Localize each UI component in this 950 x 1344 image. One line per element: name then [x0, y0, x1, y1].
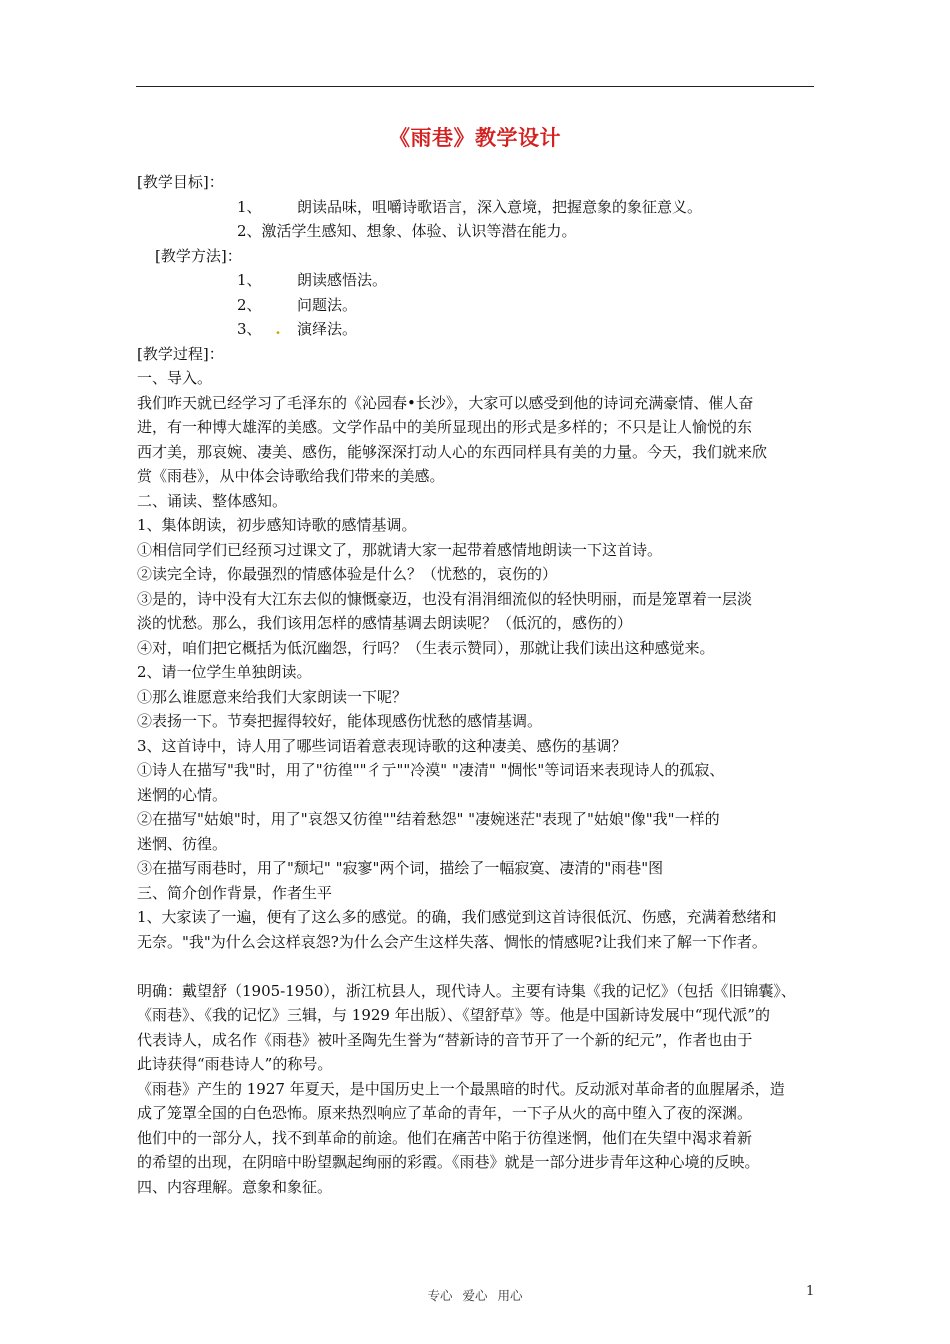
goal-item	[137, 195, 827, 220]
text-line: 迷惘、彷徨。	[137, 834, 228, 853]
text-line: ②表扬一下。节奏把握得较好，能体现感伤忧愁的感情基调。	[137, 712, 543, 730]
text-line: 3、这首诗中，诗人用了哪些词语着意表现诗歌的这种凄美、感伤的基调？	[137, 736, 627, 755]
text-line: 一、导入。	[137, 369, 213, 387]
methods-heading: [教学方法]：	[155, 246, 242, 265]
text-line: 此诗获得“雨巷诗人”的称号。	[137, 1055, 333, 1073]
method-number: 2、	[237, 295, 262, 314]
text-line: 《雨巷》、《我的记忆》三辑，与 1929 年出版）、《望舒草》等。他是中国新诗发展中“现代派”的	[137, 1006, 771, 1024]
text-line: 无奈。"我"为什么会这样哀怨?为什么会产生这样失落、惆怅的情感呢?让我们来了解一下作者。	[137, 932, 767, 951]
text-line: 明确：戴望舒（1905-1950），浙江杭县人，现代诗人。主要有诗集《我的记忆》（包括《旧锦囊》、	[137, 981, 796, 1000]
author-background-section	[137, 979, 827, 1200]
text-line: 淡的忧愁。那么，我们该用怎样的感情基调去朗读呢？（低沉的，感伤的）	[137, 614, 633, 632]
text-line: ③在描写雨巷时，用了"颓圮" "寂寥"两个词，描绘了一幅寂寞、凄清的"雨巷"图	[137, 859, 664, 877]
stray-dot-mark: .	[275, 320, 281, 338]
text-line: 迷惘的心情。	[137, 785, 228, 804]
goal-item	[137, 219, 827, 244]
method-number: 3、	[237, 320, 262, 338]
text-line: ②在描写"姑娘"时，用了"哀怨又彷徨""结着愁怨" "凄婉迷茫"表现了"姑娘"像"我"一样的	[137, 810, 720, 828]
text-line: ④对，咱们把它概括为低沉幽怨，行吗？（生表示赞同），那就让我们读出这种感觉来。	[137, 638, 715, 657]
text-line: ①那么谁愿意来给我们大家朗读一下呢？	[137, 687, 408, 706]
page-number: 1	[806, 1284, 815, 1299]
text-line: 的希望的出现，在阴暗中盼望飘起绚丽的彩霞。《雨巷》就是一部分进步青年这种心境的反映。	[137, 1153, 760, 1171]
goal-text: 朗读品味，咀嚼诗歌语言，深入意境，把握意象的象征意义。	[297, 197, 703, 216]
text-line: 成了笼罩全国的白色恐怖。原来热烈响应了革命的青年，一下子从火的高中堕入了夜的深渊。	[137, 1104, 753, 1122]
text-line: 1、大家读了一遍，便有了这么多的感觉。的确，我们感觉到这首诗很低沉、伤感，充满着愁绪和	[137, 908, 777, 926]
text-line: ③是的，诗中没有大江东去似的慷慨豪迈，也没有涓涓细流似的轻快明丽，而是笼罩着一层淡	[137, 589, 753, 608]
text-line: ②读完全诗，你最强烈的情感体验是什么？（忧愁的，哀伤的）	[137, 565, 558, 583]
method-item	[137, 268, 827, 293]
text-line: 《雨巷》产生的 1927 年夏天，是中国历史上一个最黑暗的时代。反动派对革命者的血腥屠杀，造	[137, 1079, 785, 1098]
text-line: 二、诵读、整体感知。	[137, 491, 288, 510]
goal-text: 2、激活学生感知、想象、体验、认识等潜在能力。	[237, 222, 577, 240]
method-item	[137, 293, 827, 318]
text-line: 三、简介创作背景，作者生平	[137, 883, 333, 902]
text-line: 1、集体朗读，初步感知诗歌的感情基调。	[137, 516, 417, 534]
document-body	[137, 170, 827, 1199]
method-text: 演绎法。	[297, 320, 358, 338]
method-text: 朗读感悟法。	[297, 271, 388, 289]
process-heading: [教学过程]：	[137, 344, 224, 363]
document-title: 《雨巷》教学设计	[389, 125, 561, 150]
text-line: 四、内容理解。意象和象征。	[137, 1177, 333, 1196]
paragraph-gap	[137, 954, 827, 979]
text-line: 西才美，那哀婉、凄美、感伤，能够深深打动人心的东西同样具有美的力量。今天，我们就来欣	[137, 442, 768, 461]
text-line: 2、请一位学生单独朗读。	[137, 663, 312, 681]
method-text: 问题法。	[297, 295, 358, 314]
text-line: 我们昨天就已经学习了毛泽东的《沁园春•长沙》，大家可以感受到他的诗词充满豪情、催人奋	[137, 393, 754, 412]
text-line: 代表诗人，成名作《雨巷》被叶圣陶先生誉为“替新诗的音节开了一个新的纪元”，作者也由于	[137, 1030, 753, 1049]
page-footer: 专心 爱心 用心	[427, 1288, 523, 1303]
text-line: 他们中的一部分人，找不到革命的前途。他们在痛苦中陷于彷徨迷惘，他们在失望中渴求着新	[137, 1128, 753, 1147]
goals-heading: [教学目标]：	[137, 173, 224, 191]
text-line: 赏《雨巷》，从中体会诗歌给我们带来的美感。	[137, 467, 445, 485]
goal-number: 1、	[237, 197, 262, 216]
text-line: ①诗人在描写"我"时，用了"彷徨""彳亍""冷漠" "凄清" "惆怅"等词语来表现诗人的孤寂、	[137, 761, 725, 779]
process-section	[137, 366, 827, 954]
text-line: 进，有一种博大雄浑的美感。文学作品中的美所显现出的形式是多样的；不只是让人愉悦的东	[137, 418, 753, 436]
header-rule	[136, 86, 814, 87]
method-item	[137, 317, 827, 342]
method-number: 1、	[237, 271, 262, 289]
text-line: ①相信同学们已经预习过课文了，那就请大家一起带着感情地朗读一下这首诗。	[137, 540, 663, 559]
